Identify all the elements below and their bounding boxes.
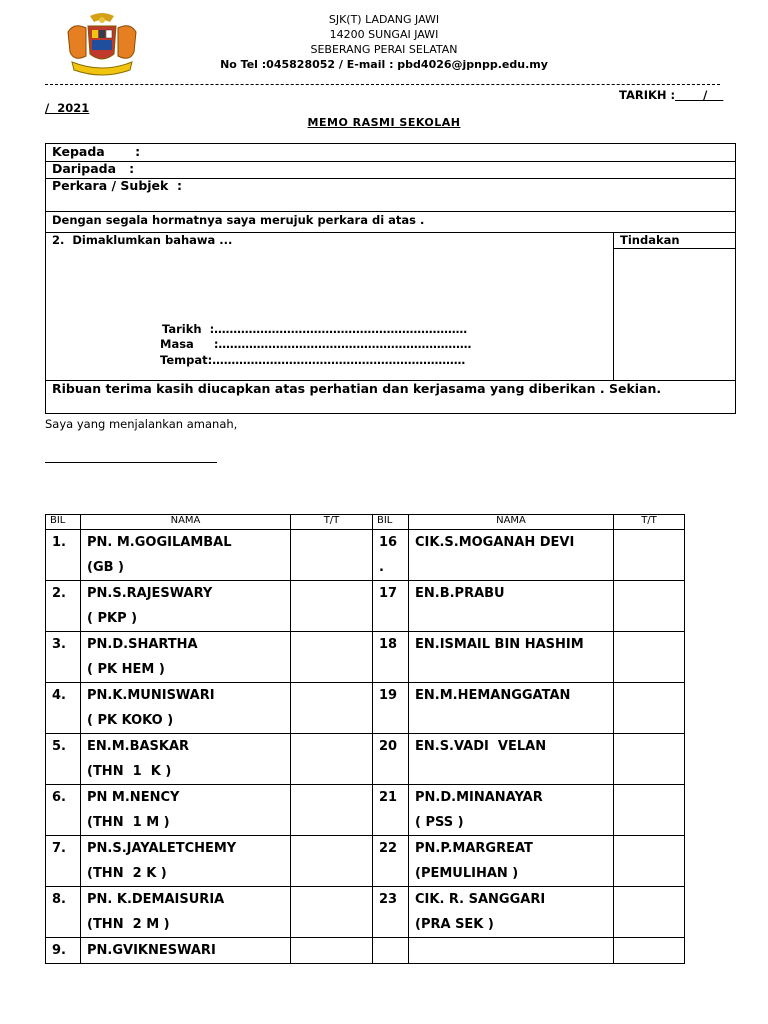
nama-cell (81, 632, 291, 683)
bil-cell-text: 8. (52, 892, 66, 907)
school-district: SEBERANG PERAI SELATAN (310, 43, 458, 56)
bil-cell-text: 23 (379, 892, 398, 907)
opening-text: Dengan segala hormatnya saya merujuk perkara di atas . (52, 213, 425, 227)
signature-cell (614, 887, 685, 938)
header-nama: NAMA (81, 515, 291, 530)
date-blank: / (675, 88, 724, 102)
nama-cell (409, 632, 614, 683)
signature-cell (291, 581, 373, 632)
tempat-detail: Tempat:………………………………………………………… (160, 353, 466, 367)
bil-cell (46, 887, 81, 938)
signature-cell (291, 632, 373, 683)
nama-cell (81, 530, 291, 581)
bil-cell-text: 7. (52, 841, 66, 856)
bil-cell-text: 20 (379, 739, 398, 754)
signature-cell (614, 938, 685, 964)
bil-cell-text: 5. (52, 739, 66, 754)
tindakan-column-divider (613, 232, 614, 380)
bil-cell-text: 6. (52, 790, 66, 805)
nama-cell (409, 530, 614, 581)
header-tt: T/T (614, 515, 685, 530)
nama-cell-text: PN. K.DEMAISURIA (THN 2 M ) (87, 892, 225, 932)
perkara-label: Perkara / Subjek : (52, 178, 183, 193)
nama-cell (81, 836, 291, 887)
nama-cell (409, 734, 614, 785)
signature-cell (291, 530, 373, 581)
nama-cell (81, 581, 291, 632)
nama-cell (409, 938, 614, 964)
nama-cell-text: PN.P.MARGREAT (PEMULIHAN ) (415, 841, 533, 881)
nama-cell-text: PN.GVIKNESWARI (87, 943, 216, 958)
date-year: / 2021 (45, 101, 90, 115)
memo-box (45, 143, 736, 414)
nama-cell (81, 938, 291, 964)
table-row (46, 632, 685, 683)
paragraph-2: 2. Dimaklumkan bahawa ... (52, 233, 233, 247)
tarikh-detail: Tarikh :………………………………………………………… (162, 322, 468, 336)
signature-cell (291, 938, 373, 964)
nama-cell-text: CIK. R. SANGGARI (PRA SEK ) (415, 892, 546, 932)
header-bil: BIL (373, 515, 409, 530)
staff-table (45, 514, 685, 964)
bil-cell (46, 632, 81, 683)
signature-cell (614, 530, 685, 581)
nama-cell (409, 887, 614, 938)
bil-cell-text: 1. (52, 535, 66, 550)
bil-cell-text: 16 . (379, 535, 398, 575)
tindakan-header-line (613, 248, 735, 249)
table-row (46, 581, 685, 632)
nama-cell-text: PN.D.SHARTHA ( PK HEM ) (87, 637, 198, 677)
bil-cell (373, 581, 409, 632)
table-row (46, 683, 685, 734)
nama-cell-text: PN.K.MUNISWARI ( PK KOKO ) (87, 688, 215, 728)
masa-detail: Masa :………………………………………………………… (160, 337, 472, 351)
signature-cell (614, 581, 685, 632)
signature-cell (614, 683, 685, 734)
memo-title: MEMO RASMI SEKOLAH (307, 116, 461, 129)
table-row (46, 887, 685, 938)
bil-cell (373, 887, 409, 938)
signature-cell (614, 734, 685, 785)
bil-cell (46, 734, 81, 785)
date-line (619, 88, 723, 102)
nama-cell (81, 734, 291, 785)
bil-cell-text: 19 (379, 688, 398, 703)
school-crest (60, 12, 144, 78)
bil-cell (373, 938, 409, 964)
bil-cell-text: 18 (379, 637, 398, 652)
table-row (46, 938, 685, 964)
bil-cell (373, 734, 409, 785)
school-header (180, 12, 588, 72)
nama-cell (81, 683, 291, 734)
nama-cell (81, 785, 291, 836)
bil-cell-text: 17 (379, 586, 398, 601)
bil-cell (373, 530, 409, 581)
table-row (46, 734, 685, 785)
nama-cell (409, 785, 614, 836)
header-bil: BIL (46, 515, 81, 530)
bil-cell (373, 683, 409, 734)
table-row (46, 836, 685, 887)
closing-text: Ribuan terima kasih diucapkan atas perhatian dan kerjasama yang diberikan . Sekian. (52, 381, 662, 396)
header-divider (45, 84, 720, 85)
nama-cell-text: PN.D.MINANAYAR ( PSS ) (415, 790, 543, 830)
tindakan-label: Tindakan (620, 233, 680, 247)
signature-cell (614, 632, 685, 683)
bil-cell (46, 683, 81, 734)
nama-cell (409, 836, 614, 887)
nama-cell-text: EN.S.VADI VELAN (415, 739, 547, 754)
signature-cell (291, 785, 373, 836)
school-name: SJK(T) LADANG JAWI (328, 13, 440, 26)
malaysia-coat-of-arms-icon (60, 12, 144, 78)
bil-cell (373, 785, 409, 836)
bil-cell-text: 9. (52, 943, 66, 958)
school-postcode-city: 14200 SUNGAI JAWI (329, 28, 439, 41)
bil-cell (373, 836, 409, 887)
memo-row-divider (46, 161, 735, 162)
nama-cell-text: PN.S.JAYALETCHEMY (THN 2 K ) (87, 841, 237, 881)
memo-row-divider (46, 211, 735, 212)
signature-cell (291, 887, 373, 938)
bil-cell (46, 785, 81, 836)
nama-cell-text: EN.B.PRABU (415, 586, 505, 601)
nama-cell (81, 887, 291, 938)
nama-cell (409, 581, 614, 632)
nama-cell-text: EN.ISMAIL BIN HASHIM (415, 637, 584, 652)
signature-cell (291, 836, 373, 887)
bil-cell (46, 581, 81, 632)
table-row (46, 530, 685, 581)
bil-cell-text: 3. (52, 637, 66, 652)
header-tt: T/T (291, 515, 373, 530)
signature-cell (614, 785, 685, 836)
bil-cell (46, 530, 81, 581)
bil-cell-text: 4. (52, 688, 66, 703)
date-label: TARIKH : (619, 88, 676, 102)
header-nama: NAMA (409, 515, 614, 530)
signature-line (45, 462, 217, 463)
nama-cell-text: PN. M.GOGILAMBAL (GB ) (87, 535, 232, 575)
school-contact: No Tel :045828052 / E-mail : pbd4026@jpnpp.edu.my (220, 58, 548, 71)
kepada-label: Kepada : (52, 144, 141, 159)
bil-cell-text: 21 (379, 790, 398, 805)
signature-cell (614, 836, 685, 887)
bil-cell (46, 836, 81, 887)
nama-cell-text: PN.S.RAJESWARY ( PKP ) (87, 586, 213, 626)
nama-cell-text: EN.M.BASKAR (THN 1 K ) (87, 739, 190, 779)
bil-cell-text: 2. (52, 586, 66, 601)
signoff-text: Saya yang menjalankan amanah, (45, 417, 238, 431)
bil-cell (46, 938, 81, 964)
bil-cell-text: 22 (379, 841, 398, 856)
table-row (46, 785, 685, 836)
nama-cell-text: CIK.S.MOGANAH DEVI (415, 535, 575, 550)
table-header-row (46, 515, 685, 530)
nama-cell-text: EN.M.HEMANGGATAN (415, 688, 571, 703)
signature-cell (291, 683, 373, 734)
nama-cell (409, 683, 614, 734)
nama-cell-text: PN M.NENCY (THN 1 M ) (87, 790, 180, 830)
bil-cell (373, 632, 409, 683)
daripada-label: Daripada : (52, 161, 135, 176)
signature-cell (291, 734, 373, 785)
